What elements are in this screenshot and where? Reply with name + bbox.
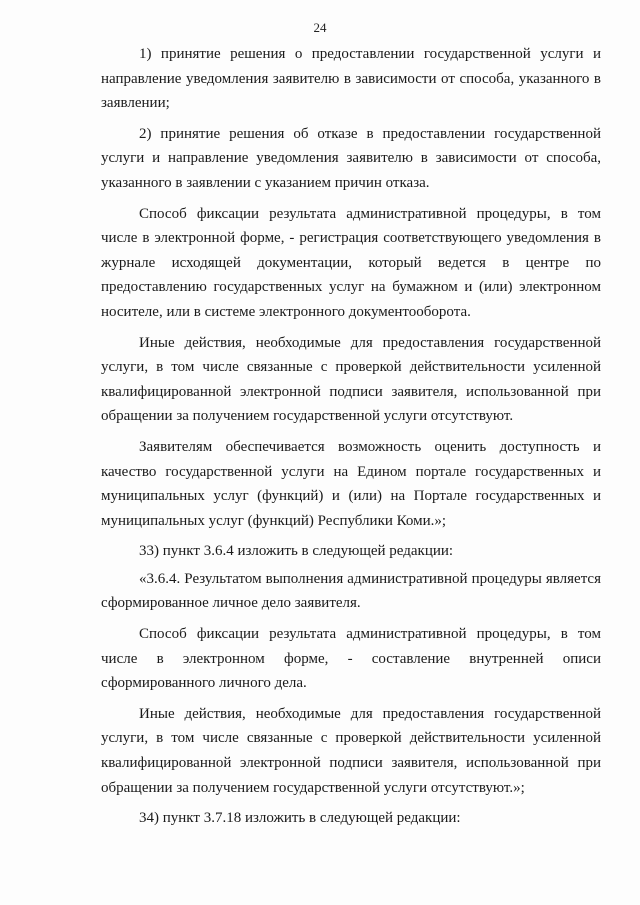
paragraph-item-1-decision-grant: 1) принятие решения о предоставлении государственной услуги и направление уведомления заявителю в зависимости от способа, указанного в заявлении;: [101, 46, 601, 112]
paragraph-other-actions: Иные действия, необходимые для предоставления государственной услуги, в том числе связанные с проверкой действительности усиленной квалифицированной электронной подписи заявителя, использованной при обращении за получением государственной услуги отсутствуют.: [101, 334, 601, 425]
paragraph-clause-3-6-4: «3.6.4. Результатом выполнения административной процедуры является сформированное личное дело заявителя.: [101, 570, 601, 612]
paragraph-result-fixation-method: Способ фиксации результата административной процедуры, в том числе в электронной форме, - регистрация соответствующего уведомления в журнале исходящей документации, который ведется в центре по предоставлению государственных услуг на бумажном и (или) электронном носителе, или в системе электронного документооборота.: [101, 205, 601, 320]
page-number: 24: [313, 20, 327, 35]
document-body: [101, 42, 601, 837]
paragraph-amendment-34: 34) пункт 3.7.18 изложить в следующей редакции:: [139, 810, 461, 827]
paragraph-result-fixation-inventory: Способ фиксации результата административной процедуры, в том числе в электронном форме, - составление внутренней описи сформированного личного дела.: [101, 626, 601, 692]
paragraph-item-2-decision-refusal: 2) принятие решения об отказе в предоставлении государственной услуги и направление уведомления заявителю в зависимости от способа, указанного в заявлении с указанием причин отказа.: [101, 125, 601, 191]
paragraph-quality-assessment: Заявителям обеспечивается возможность оценить доступность и качество государственной услуги на Едином портале государственных и муниципальных услуг (функций) и (или) на Портале государственных и муниципальных услуг (функций) Республики Коми.»;: [101, 438, 601, 529]
paragraph-amendment-33: 33) пункт 3.6.4 изложить в следующей редакции:: [139, 543, 454, 560]
paragraph-other-actions-closing: Иные действия, необходимые для предоставления государственной услуги, в том числе связанные с проверкой действительности усиленной квалифицированной электронной подписи заявителя, использованной при обращении за получением государственной услуги отсутствуют.»;: [101, 705, 601, 796]
